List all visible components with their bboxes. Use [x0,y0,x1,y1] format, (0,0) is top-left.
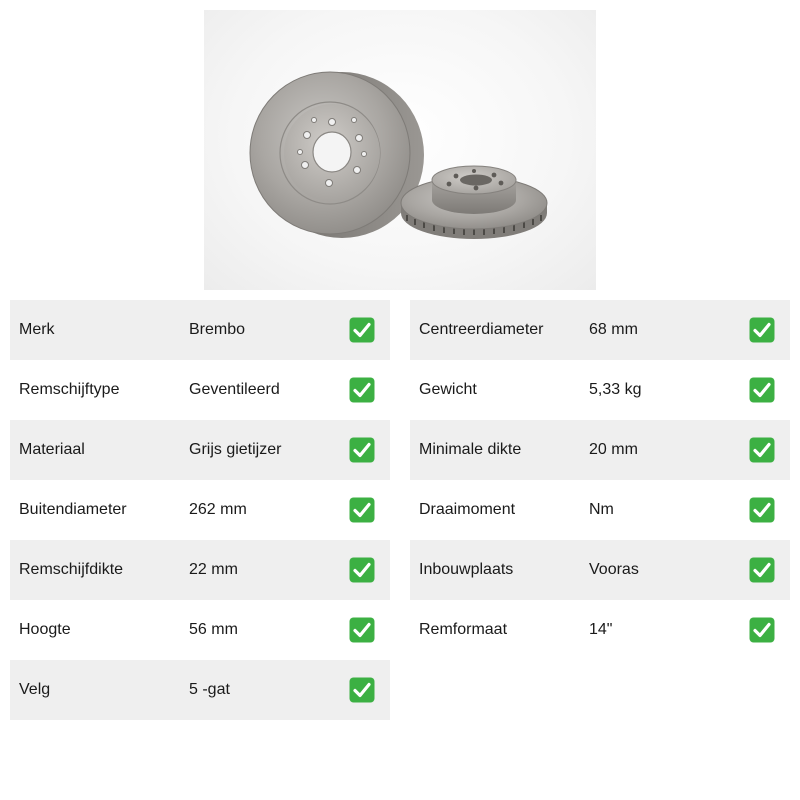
spec-row-draaimoment [410,480,790,540]
check-mark-icon [749,377,775,403]
spec-table-right [410,300,790,660]
spec-row-remschijfdikte [10,540,390,600]
spec-row-remschijftype [10,360,390,420]
check-mark-icon [749,557,775,583]
brake-disc-front-view [250,72,424,238]
spec-label: Hoogte [19,621,71,638]
spec-table-left [10,300,390,720]
spec-value: Geventileerd [189,381,280,398]
spec-row-velg [10,660,390,720]
spec-row-inbouwplaats [410,540,790,600]
spec-value: Grijs gietijzer [189,441,282,458]
spec-row-gewicht [410,360,790,420]
spec-label: Remformaat [419,621,508,638]
check-mark-icon [349,317,375,343]
spec-label: Velg [19,681,51,698]
spec-row-buitendiameter [10,480,390,540]
spec-label: Draaimoment [419,501,516,518]
product-image [204,10,596,290]
spec-label: Remschijfdikte [19,561,124,578]
spec-row-centreerdiameter [410,300,790,360]
check-mark-icon [349,557,375,583]
spec-value: 5,33 kg [589,381,642,398]
check-mark-icon [349,437,375,463]
spec-label: Remschijftype [19,381,120,398]
spec-value: 5 -gat [189,681,230,698]
check-mark-icon [749,497,775,523]
check-mark-icon [349,497,375,523]
spec-row-remformaat [410,600,790,660]
spec-label: Merk [19,321,55,338]
spec-value: Brembo [189,321,246,338]
spec-label: Centreerdiameter [419,321,544,338]
spec-value: 20 mm [589,441,638,458]
check-mark-icon [349,377,375,403]
spec-value: 14" [589,621,613,638]
spec-label: Minimale dikte [419,441,522,458]
spec-row-hoogte [10,600,390,660]
check-mark-icon [349,617,375,643]
spec-row-materiaal [10,420,390,480]
check-mark-icon [749,317,775,343]
check-mark-icon [349,677,375,703]
spec-value: 56 mm [189,621,238,638]
spec-label: Inbouwplaats [419,561,514,578]
spec-row-merk [10,300,390,360]
check-mark-icon [749,437,775,463]
spec-label: Buitendiameter [19,501,127,518]
spec-value: Vooras [589,561,639,578]
spec-row-minimale-dikte [410,420,790,480]
spec-value: Nm [589,501,614,518]
spec-value: 68 mm [589,321,638,338]
spec-value: 22 mm [189,561,238,578]
check-mark-icon [749,617,775,643]
spec-label: Materiaal [19,441,85,458]
spec-label: Gewicht [419,381,477,398]
brake-disc-side-view [401,166,547,239]
spec-value: 262 mm [189,501,247,518]
